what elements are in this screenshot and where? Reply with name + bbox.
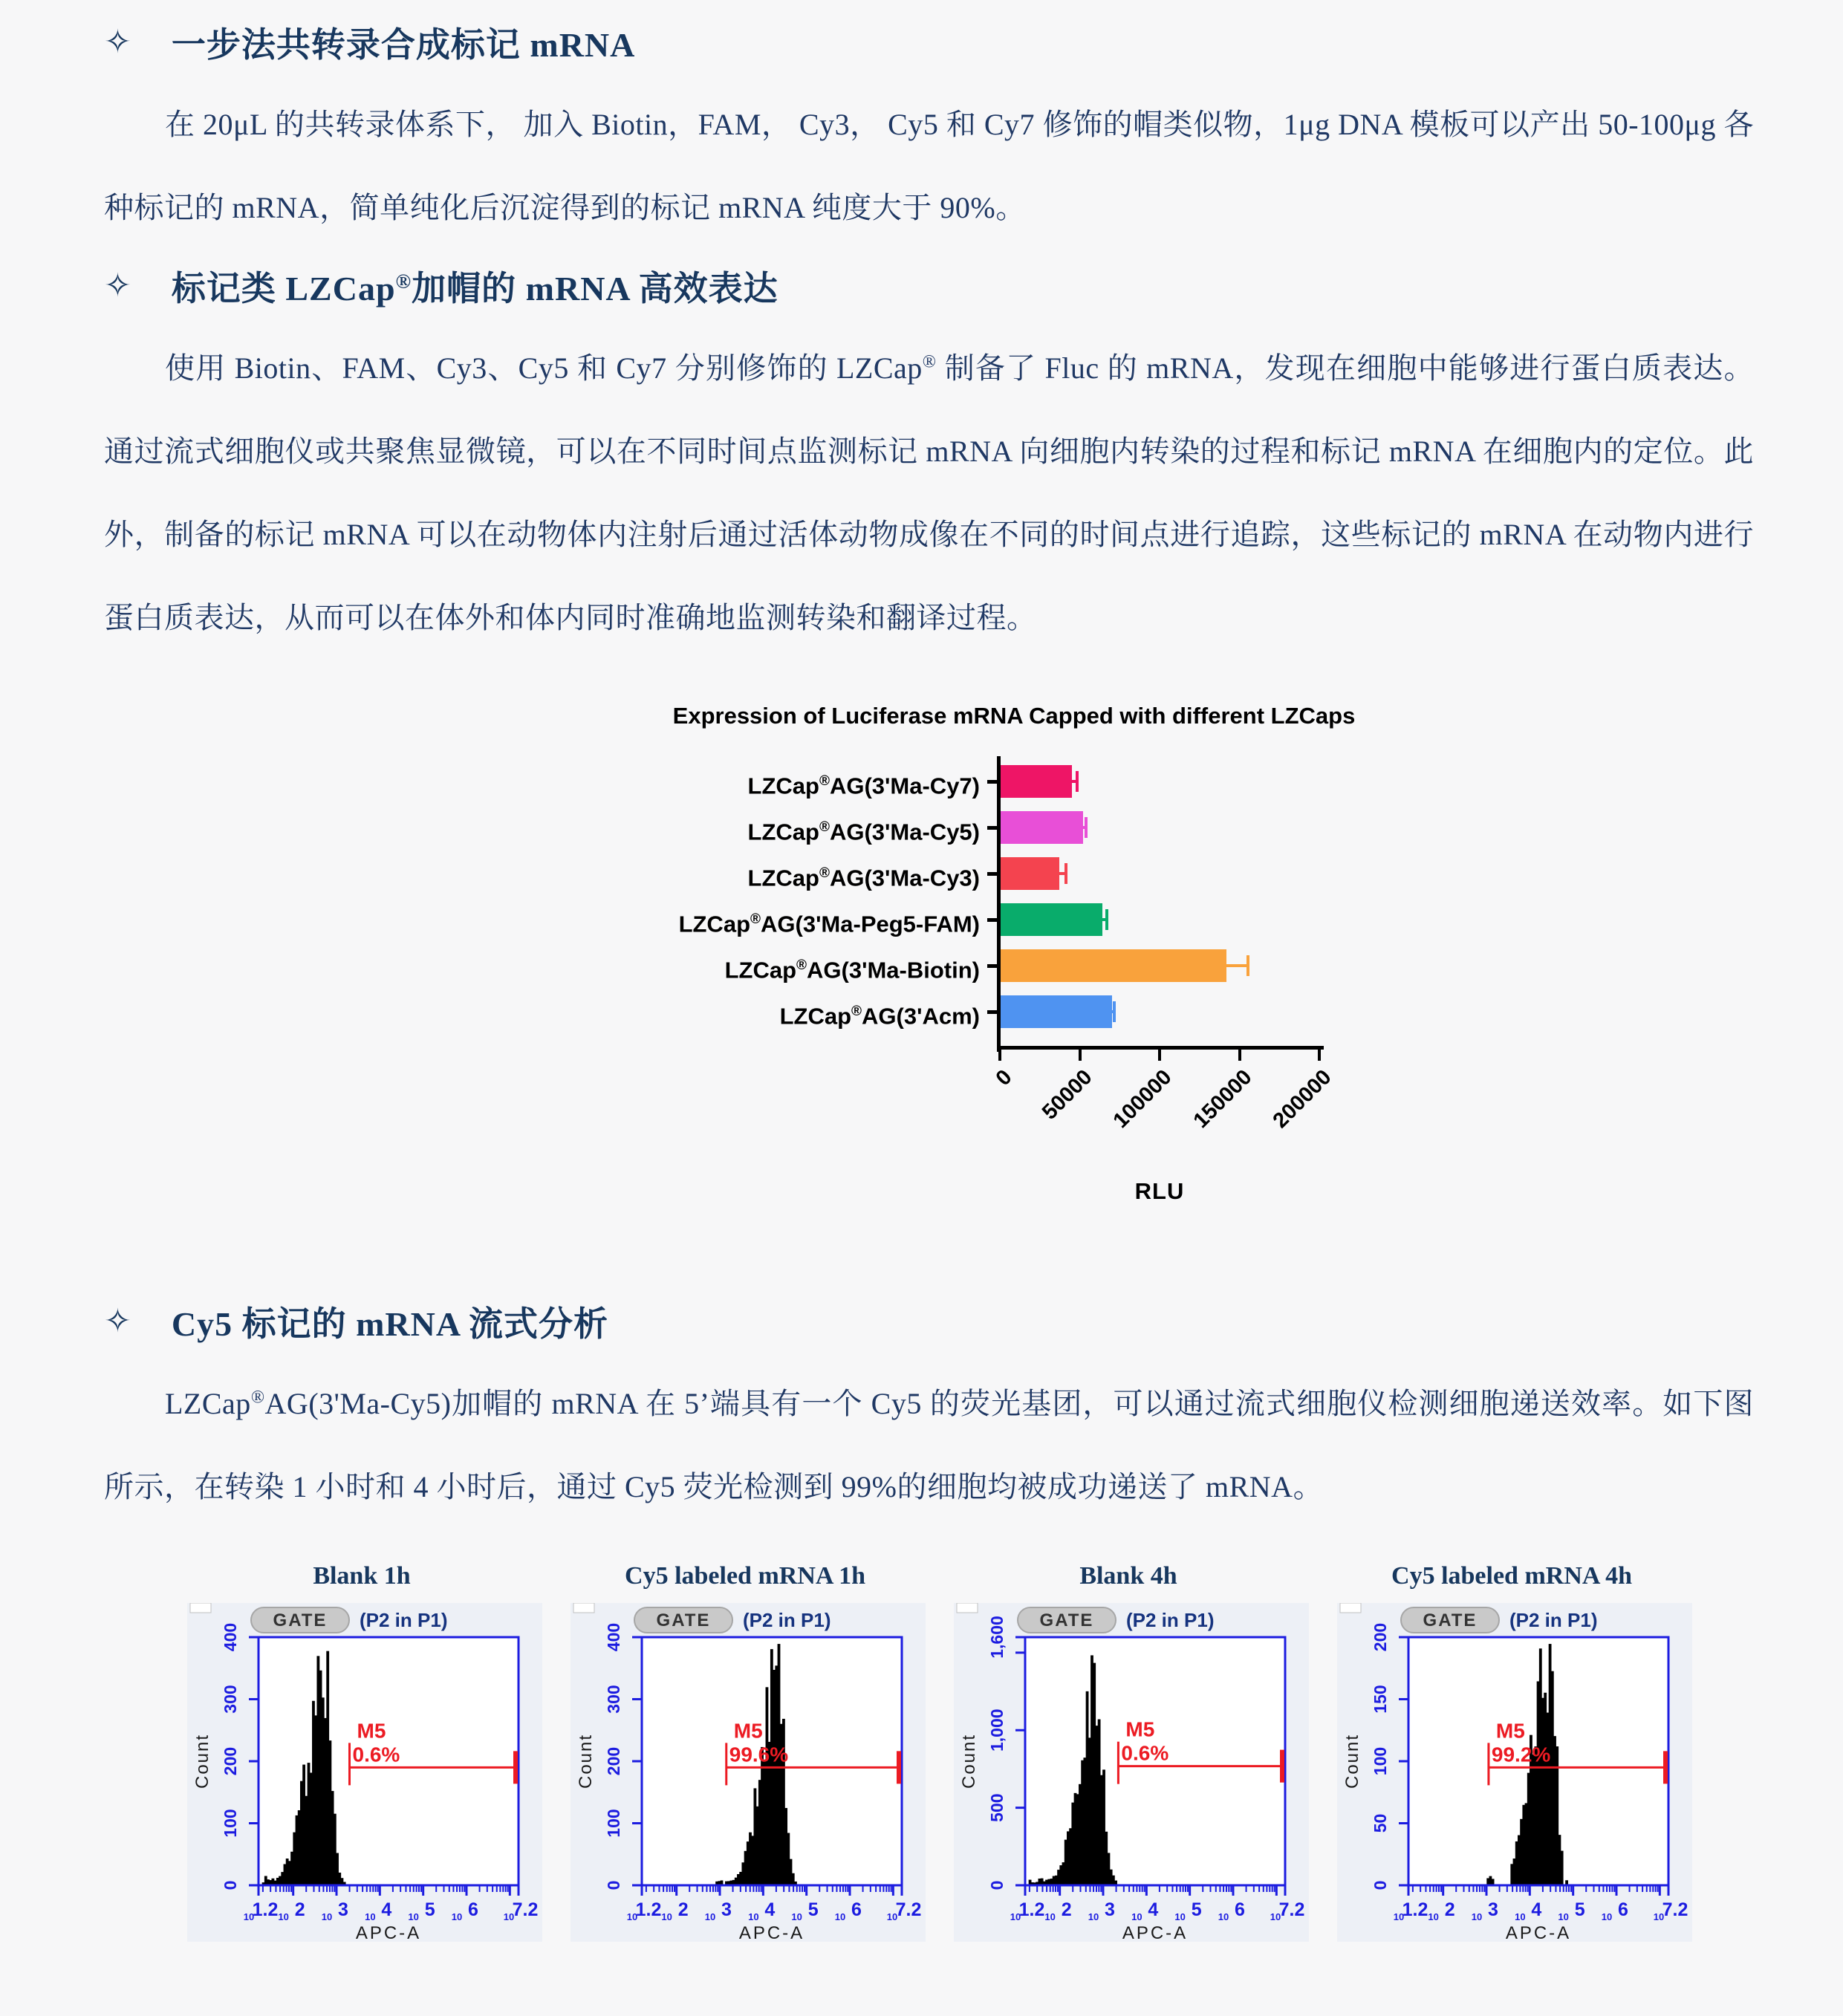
x-tick-base: 10 [1601,1911,1613,1922]
y-tick-label: 500 [987,1793,1007,1822]
bar [1000,765,1072,798]
x-tick-base: 10 [1010,1911,1021,1922]
flow-panel [1337,1560,1686,1942]
x-tick-exponent: 3 [1488,1899,1498,1920]
histogram-bar [1492,1879,1495,1884]
bar [1000,903,1102,936]
x-tick-exponent: 7.2 [1278,1899,1305,1920]
error-bar [1226,964,1249,967]
paragraph-cotranscription: 在 20μL 的共转录体系下， 加入 Biotin，FAM， Cy3， Cy5 和 Cy7 修饰的帽类似物，1μg DNA 模板可以产出 50-100μg 各种标记的 mRNA，简单纯化后沉淀得到的标记 mRNA 纯度大于 90%。 [104,108,1754,224]
x-axis-title: APC-A [1505,1923,1572,1942]
y-tick-label: 100 [1371,1746,1390,1776]
diamond-bullet-icon: ✧ [104,267,131,304]
error-bar-cap [1246,955,1249,976]
panel-title: Blank 1h [313,1562,411,1590]
x-tick-exponent: 2 [294,1899,305,1920]
marker-name: M5 [1125,1717,1155,1741]
x-tick-exponent: 1.2 [1402,1899,1428,1920]
x-tick-base: 10 [1653,1911,1665,1922]
bar [1000,857,1059,890]
x-tick-base: 10 [451,1911,463,1922]
x-tick-exponent: 1.2 [252,1899,279,1920]
category-tick [987,1010,998,1014]
x-tick-base: 10 [704,1911,716,1922]
x-tick-exponent: 4 [381,1899,392,1920]
x-tick-base: 10 [1044,1911,1056,1922]
category-tick [987,780,998,784]
category-tick [987,964,998,968]
flow-histogram-plot [571,1603,926,1942]
x-tick-base: 10 [1088,1911,1099,1922]
bar-label: LZCap®AG(3'Ma-Cy5) [747,819,980,845]
y-tick-label: 50 [1371,1813,1390,1833]
marker-percent: 0.6% [1121,1741,1169,1765]
x-axis-tick [1079,1050,1082,1061]
x-tick-exponent: 6 [468,1899,478,1920]
x-tick-base: 10 [626,1911,638,1922]
heading-cy5-flow-analysis: Cy5 标记的 mRNA 流式分析 [171,1305,609,1343]
gate-scope-label: (P2 in P1) [360,1609,448,1631]
window-corner-artifact [573,1603,594,1613]
error-bar-cap [1076,771,1079,792]
y-tick-label: 400 [604,1622,623,1652]
x-axis-tick [1318,1050,1321,1061]
y-axis-title: Count [192,1733,212,1789]
y-tick-label: 150 [1371,1685,1390,1714]
window-corner-artifact [190,1603,211,1613]
x-axis-tick [1158,1050,1161,1061]
bar [1000,949,1226,982]
flow-panel [571,1560,920,1942]
x-tick-base: 10 [1558,1911,1569,1922]
x-tick-base: 10 [886,1911,898,1922]
category-tick [987,826,998,830]
flow-panel [187,1560,539,1942]
x-tick-exponent: 3 [1105,1899,1115,1920]
heading-one-step-cotranscription: 一步法共转录合成标记 mRNA [171,26,636,64]
x-tick-exponent: 7.2 [895,1899,922,1920]
y-axis-title: Count [959,1733,979,1789]
category-tick [987,872,998,876]
x-tick-exponent: 5 [807,1899,819,1920]
gate-scope-label: (P2 in P1) [743,1609,831,1631]
diamond-bullet-icon: ✧ [104,24,131,60]
error-bar-cap [1064,863,1067,884]
section-1-heading-row [104,18,1754,67]
marker-percent: 0.6% [352,1743,400,1766]
x-tick-base: 10 [321,1911,333,1922]
x-tick-exponent: 4 [1148,1899,1159,1920]
paragraph-lzcap-expression: 使用 Biotin、FAM、Cy3、Cy5 和 Cy7 分别修饰的 LZCap® 制备了 Fluc 的 mRNA，发现在细胞中能够进行蛋白质表达。通过流式细胞仪或共聚焦显微镜，可以在不同时间点监测标记 mRNA 向细胞内转染的过程和标记 mRNA 在细胞内的定位。此外，制备的标记 mRNA 可以在动物体内注射后通过活体动物成像在不同的时间点进行追踪，这些标记的 mRNA 在动物内进行蛋白质表达，从而可以在体外和体内同时准确地监测转染和翻译过程。 [104,351,1754,634]
y-tick-label: 200 [1371,1622,1390,1652]
error-bar-cap [1113,1001,1116,1022]
gate-label: GATE [1423,1610,1478,1630]
y-tick-label: 300 [221,1685,240,1714]
x-tick-base: 10 [365,1911,376,1922]
x-axis-title: APC-A [355,1923,422,1942]
y-tick-label: 100 [604,1809,623,1838]
gate-label: GATE [1039,1610,1094,1630]
y-tick-label: 0 [604,1880,623,1890]
chart-title: Expression of Luciferase mRNA Capped with different LZCaps [672,703,1356,729]
histogram-bar [721,1880,724,1884]
y-tick-label: 400 [221,1622,240,1652]
x-tick-base: 10 [503,1911,515,1922]
x-tick-base: 10 [1131,1911,1142,1922]
paragraph-cy5-flow: LZCap®AG(3'Ma-Cy5)加帽的 mRNA 在 5’端具有一个 Cy5 的荧光基团，可以通过流式细胞仪检测细胞递送效率。如下图所示，在转染 1 小时和 4 小时后，通过 Cy5 荧光检测到 99%的细胞均被成功递送了 mRNA。 [104,1387,1754,1503]
x-axis-title: RLU [1134,1178,1185,1204]
x-tick-base: 10 [243,1911,255,1922]
histogram-bar [1114,1881,1117,1885]
section-3-heading-row [104,1297,1754,1346]
x-tick-base: 10 [791,1911,802,1922]
marker-percent: 99.2% [1491,1743,1551,1766]
x-tick-exponent: 2 [677,1899,689,1920]
y-axis-title: Count [1342,1733,1362,1789]
x-tick-exponent: 1.2 [1018,1899,1045,1920]
x-tick-exponent: 1.2 [635,1899,662,1920]
x-axis-title: APC-A [1122,1923,1189,1942]
histogram-bar [1561,1851,1564,1885]
y-tick-label: 0 [221,1880,240,1890]
y-tick-label: 0 [987,1880,1007,1890]
x-tick-exponent: 4 [1531,1899,1542,1920]
bar-label: LZCap®AG(3'Ma-Biotin) [724,957,980,983]
error-bar-cap [1085,817,1088,838]
x-tick-exponent: 6 [1618,1899,1628,1920]
x-axis-tick-label: 150000 [1189,1065,1257,1134]
gate-label: GATE [273,1610,328,1630]
x-tick-exponent: 7.2 [512,1899,539,1920]
flow-histogram-plot [954,1603,1309,1942]
flow-panel [954,1560,1303,1942]
x-tick-exponent: 6 [1235,1899,1245,1920]
flow-cytometry-panels [187,1560,1754,1942]
x-tick-exponent: 5 [1574,1899,1585,1920]
x-axis-tick [1238,1050,1241,1061]
x-tick-base: 10 [1471,1911,1483,1922]
diamond-bullet-icon: ✧ [104,1303,131,1339]
marker-name: M5 [733,1719,763,1743]
flow-histogram-plot [187,1603,542,1942]
y-tick-label: 100 [221,1809,240,1838]
error-bar-cap [1105,909,1108,930]
x-tick-exponent: 2 [1444,1899,1455,1920]
bar-label: LZCap®AG(3'Ma-Cy7) [747,773,980,799]
bar [1000,995,1112,1028]
x-tick-exponent: 5 [424,1899,435,1920]
marker-name: M5 [357,1719,386,1743]
gate-scope-label: (P2 in P1) [1509,1609,1598,1631]
y-tick-label: 0 [1371,1880,1390,1890]
x-tick-base: 10 [408,1911,419,1922]
flow-histogram-plot [1337,1603,1692,1942]
x-tick-exponent: 3 [338,1899,348,1920]
window-corner-artifact [1340,1603,1361,1613]
x-tick-exponent: 7.2 [1662,1899,1688,1920]
histogram-bar [343,1882,346,1885]
panel-title: Cy5 labeled mRNA 4h [1391,1562,1632,1590]
gate-scope-label: (P2 in P1) [1126,1609,1215,1631]
x-tick-base: 10 [1428,1911,1439,1922]
x-tick-base: 10 [1393,1911,1405,1922]
panel-title: Cy5 labeled mRNA 1h [625,1562,865,1590]
x-axis-tick-label: 200000 [1268,1065,1336,1134]
x-axis-tick [998,1050,1001,1061]
bar-label: LZCap®AG(3'Acm) [779,1003,980,1030]
histogram-bar [1565,1880,1568,1884]
x-tick-base: 10 [1174,1911,1186,1922]
panel-title: Blank 4h [1079,1562,1177,1590]
y-tick-label: 200 [604,1746,623,1776]
x-tick-base: 10 [661,1911,672,1922]
y-tick-label: 1,000 [987,1708,1007,1752]
marker-percent: 99.6% [729,1743,789,1766]
bar-label: LZCap®AG(3'Ma-Cy3) [747,865,980,891]
x-tick-base: 10 [1515,1911,1526,1922]
x-tick-base: 10 [1218,1911,1229,1922]
x-tick-exponent: 5 [1191,1899,1202,1920]
bar-chart [628,765,1586,1211]
y-tick-label: 1,600 [987,1616,1007,1659]
y-axis-title: Count [576,1733,596,1789]
bar-chart-figure [628,703,1586,1211]
bar-label: LZCap®AG(3'Ma-Peg5-FAM) [678,911,980,937]
x-tick-exponent: 4 [764,1899,776,1920]
x-tick-exponent: 2 [1061,1899,1072,1920]
x-axis-title: APC-A [738,1923,805,1942]
x-tick-exponent: 6 [851,1899,862,1920]
x-tick-base: 10 [834,1911,846,1922]
category-tick [987,918,998,922]
histogram-bar [794,1882,797,1885]
window-corner-artifact [957,1603,978,1613]
x-tick-base: 10 [1270,1911,1281,1922]
x-tick-base: 10 [278,1911,289,1922]
x-axis-tick-label: 0 [991,1065,1017,1091]
x-tick-exponent: 3 [721,1899,732,1920]
bar [1000,811,1083,844]
y-tick-label: 200 [221,1746,240,1776]
heading-lzcap-expression: 标记类 LZCap®加帽的 mRNA 高效表达 [171,269,779,308]
y-tick-label: 300 [604,1685,623,1714]
gate-label: GATE [656,1610,711,1630]
section-2-heading-row [104,261,1754,310]
x-axis-tick-label: 100000 [1108,1065,1177,1134]
x-axis-tick-label: 50000 [1037,1065,1097,1125]
x-tick-base: 10 [748,1911,759,1922]
y-axis-line [997,756,1001,1052]
marker-name: M5 [1495,1719,1525,1743]
